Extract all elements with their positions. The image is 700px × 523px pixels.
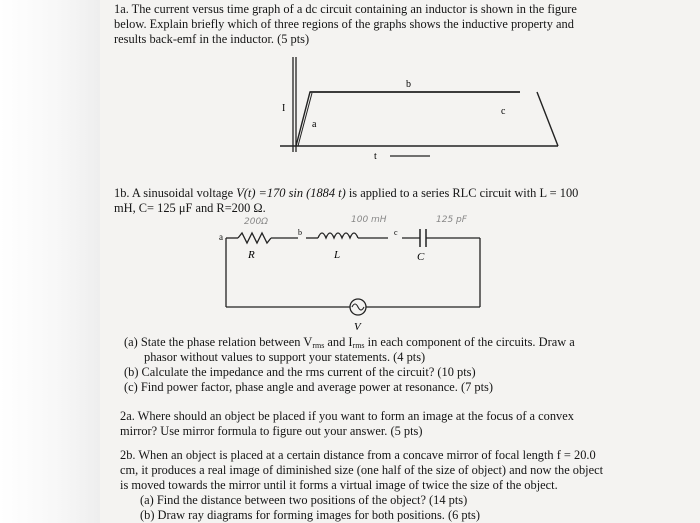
label-L: L [334, 249, 341, 261]
q1b-line1-post: is applied to a series RLC circuit with L = 100 [345, 186, 579, 200]
q1a-line2: below. Explain briefly which of three regions of the graphs shows the inductive property and [114, 17, 574, 31]
q1a-line3: results back-emf in the inductor. (5 pts) [114, 32, 310, 46]
graph-label-b: b [406, 79, 411, 90]
part-a-pre: (a) State the phase relation between V [124, 335, 313, 349]
part-a-sub-irms: rms [352, 341, 365, 350]
resistor-symbol [238, 233, 271, 243]
q1b-line2: mH, C= 125 μF and R=200 Ω. [114, 201, 266, 215]
graph-label-c: c [501, 106, 506, 117]
graph-label-I: I [282, 103, 286, 114]
rlc-circuit [140, 212, 540, 347]
part-a-post: in each component of the circuits. Draw a [364, 335, 575, 349]
q1a-line1: 1a. The current versus time graph of a dc circuit containing an inductor is shown in the figure [114, 2, 577, 16]
document-page [100, 0, 700, 523]
label-C: C [417, 251, 425, 263]
hand-note-C: 125 pF [436, 215, 467, 225]
graph-right-edge [260, 52, 560, 182]
hand-note-L: 100 mH [351, 215, 387, 225]
node-c: c [394, 228, 398, 237]
q2b-line1: 2b. When an object is placed at a certain distance from a concave mirror of focal length f = 20.0 [120, 448, 596, 462]
label-V: V [354, 321, 361, 333]
q1b-line1 [114, 186, 578, 201]
part-a-line2: phasor without values to support your statements. (4 pts) [144, 350, 426, 364]
q2b-line2: cm, it produces a real image of diminished size (one half of the size of object) and now the object [120, 463, 604, 477]
label-R: R [248, 249, 255, 261]
part-c: (c) Find power factor, phase angle and average power at resonance. (7 pts) [124, 380, 493, 394]
graph-fall-line [537, 92, 558, 146]
graph-label-t: t [374, 151, 377, 162]
q2a-line1: 2a. Where should an object be placed if you want to form an image at the focus of a convex [120, 409, 574, 423]
q2b-line3: is moved towards the mirror until it forms a virtual image of twice the size of the object. [120, 478, 558, 492]
hand-note-R: 200Ω [244, 217, 269, 227]
inductor-symbol [318, 233, 358, 238]
node-b: b [298, 228, 302, 237]
q1b-line1-pre: 1b. A sinusoidal voltage [114, 186, 237, 200]
q2a-line2: mirror? Use mirror formula to figure out your answer. (5 pts) [120, 424, 423, 438]
q2b-part-a: (a) Find the distance between two positions of the object? (14 pts) [140, 493, 468, 507]
node-a: a [219, 232, 223, 242]
q1b-voltage-equation: V(t) =170 sin (1884 t) [236, 186, 346, 200]
q2b-part-b: (b) Draw ray diagrams for forming images for both positions. (6 pts) [140, 508, 480, 522]
part-a-sub-vrms: rms [312, 341, 325, 350]
graph-label-a: a [312, 119, 317, 130]
part-a-mid: and I [324, 335, 353, 349]
page-left-margin [0, 0, 100, 523]
part-b: (b) Calculate the impedance and the rms current of the circuit? (10 pts) [124, 365, 476, 379]
